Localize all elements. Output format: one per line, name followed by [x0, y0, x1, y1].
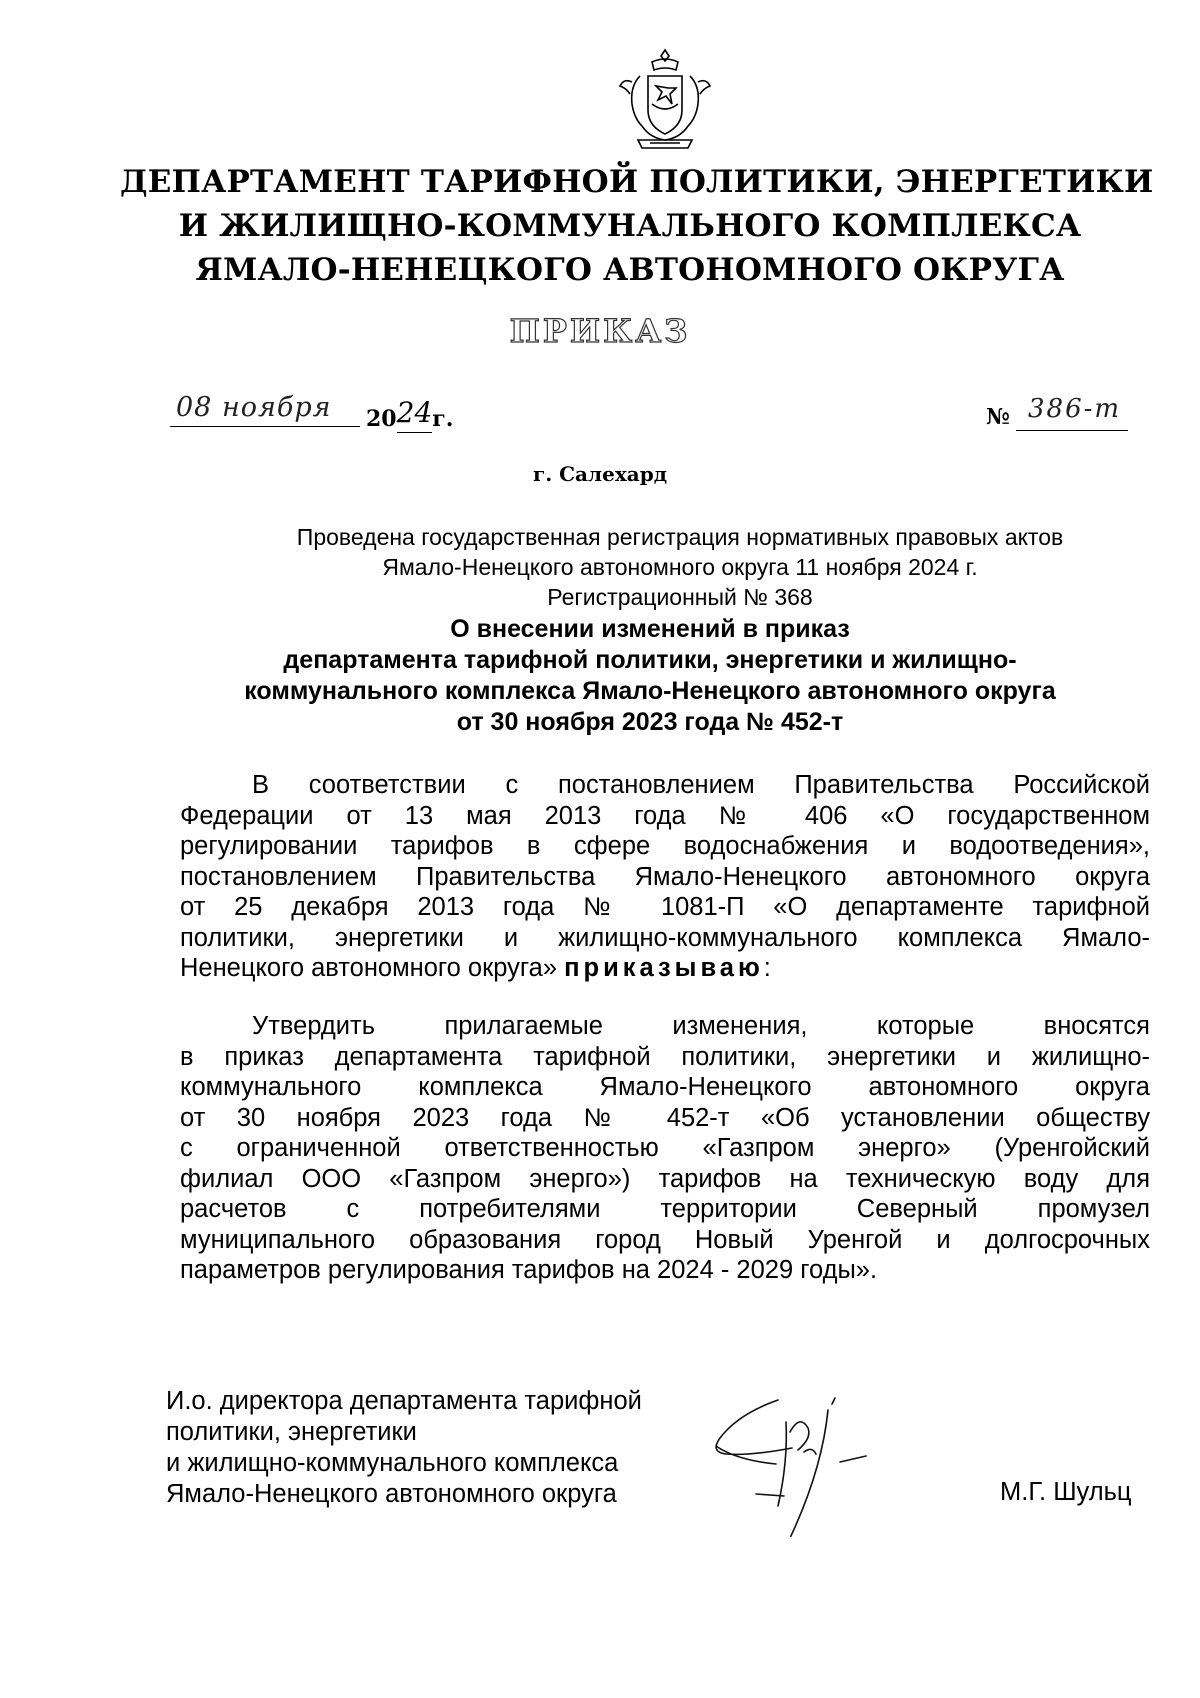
- paragraph-line: В соответствии с постановлением Правительства Российской: [252, 771, 1150, 799]
- paragraph-line: коммунального комплекса Ямало-Ненецкого автономного округа: [180, 1073, 1150, 1101]
- paragraph-line: с ограниченной ответственностью «Газпром энерго» (Уренгойский: [180, 1134, 1150, 1162]
- subject-line: от 30 ноября 2023 года № 452-т: [456, 708, 844, 736]
- department-line: И ЖИЛИЩНО-КОММУНАЛЬНОГО КОМПЛЕКСА: [178, 208, 1082, 244]
- signer-position: [166, 1386, 726, 1510]
- order-number: [986, 394, 1136, 442]
- paragraph-line: постановлением Правительства Ямало-Ненецкого автономного округа: [180, 862, 1150, 891]
- position-line: И.о. директора департамента тарифной: [166, 1387, 642, 1415]
- position-line: и жилищно-коммунального комплекса: [166, 1449, 619, 1477]
- registration-line: Ямало-Ненецкого автономного округа 11 ноября 2024 г.: [382, 554, 978, 580]
- paragraph-text: Ненецкого автономного округа»: [180, 954, 565, 982]
- subject-line: О внесении изменений в приказ: [450, 615, 850, 643]
- subject-line: департамента тарифной политики, энергетики и жилищно-: [283, 646, 1017, 674]
- paragraph-line: Федерации от 13 мая 2013 года № 406 «О государственном: [180, 801, 1150, 830]
- department-line: ДЕПАРТАМЕНТ ТАРИФНОЙ ПОЛИТИКИ, ЭНЕРГЕТИКИ: [120, 164, 1154, 200]
- body-paragraph-1: [180, 770, 1150, 984]
- paragraph-line: Утвердить прилагаемые изменения, которые вносятся: [252, 1012, 1150, 1040]
- order-verb: приказываю: [564, 954, 764, 982]
- paragraph-end: :: [763, 954, 771, 982]
- paragraph-line: [180, 953, 1150, 984]
- subject-line: коммунального комплекса Ямало-Ненецкого автономного округа: [244, 677, 1056, 705]
- paragraph-line: филиал ООО «Газпром энерго») тарифов на техническую воду для: [180, 1164, 1150, 1193]
- paragraph-line: параметров регулирования тарифов на 2024 - 2029 годы».: [180, 1256, 878, 1284]
- paragraph-line: политики, энергетики и жилищно-коммунального комплекса Ямало-: [180, 923, 1150, 952]
- coat-of-arms-icon: [612, 46, 718, 152]
- paragraph-line: от 25 декабря 2013 года № 1081-П «О департаменте тарифной: [180, 893, 1150, 921]
- handwritten-date: 08 ноября: [176, 392, 332, 423]
- order-date: [170, 392, 470, 440]
- paragraph-line: регулировании тарифов в сфере водоснабжения и водоотведения»,: [180, 832, 1150, 860]
- signer-name: М.Г. Шульц: [1000, 1478, 1132, 1506]
- paragraph-line: муниципального образования город Новый Уренгой и долгосрочных: [180, 1225, 1150, 1254]
- position-line: политики, энергетики: [166, 1418, 417, 1446]
- order-year: [366, 396, 454, 433]
- year-prefix: 20: [366, 406, 397, 432]
- city: г. Салехард: [532, 462, 668, 486]
- year-suffix: г.: [432, 406, 454, 432]
- registration-line: Проведена государственная регистрация нормативных правовых актов: [296, 524, 1064, 550]
- handwritten-number: 386-т: [1028, 394, 1122, 424]
- paragraph-line: от 30 ноября 2023 года № 452-т «Об установлении обществу: [180, 1103, 1150, 1132]
- department-header: [120, 160, 1154, 292]
- registration-line: Регистрационный № 368: [547, 584, 813, 610]
- department-line: ЯМАЛО-НЕНЕЦКОГО АВТОНОМНОГО ОКРУГА: [195, 252, 1065, 288]
- document-type-title: ПРИКАЗ: [509, 312, 691, 350]
- date-underline: [170, 426, 360, 427]
- position-line: Ямало-Ненецкого автономного округа: [166, 1480, 617, 1508]
- paragraph-line: расчетов с потребителями территории Северный промузел: [180, 1195, 1150, 1223]
- order-subject: [150, 614, 1150, 738]
- body-paragraph-2: [180, 1011, 1150, 1286]
- number-underline: [1016, 430, 1128, 431]
- number-label: №: [986, 404, 1010, 430]
- handwritten-signature-icon: [708, 1382, 938, 1537]
- handwritten-year: 24: [396, 396, 433, 429]
- paragraph-line: в приказ департамента тарифной политики, энергетики и жилищно-: [180, 1042, 1150, 1071]
- registration-note: [240, 522, 1120, 612]
